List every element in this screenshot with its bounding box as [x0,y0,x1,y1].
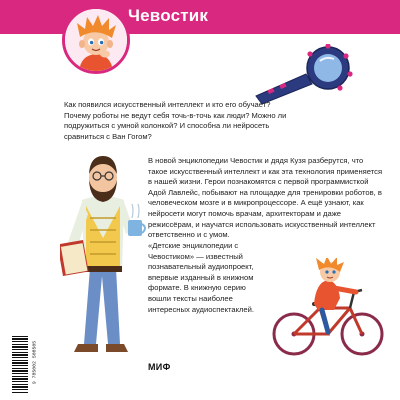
main-description: В новой энциклопедии Чевостик и дядя Кузя разберутся, что такое искусственный интеллект и как эта технология применяется в нашей жизни. Герои познакомятся с первой программисткой Адой Лавлейс, побывают на площадке для тренировки роботов, в человеческом мозге и в микропроцессоре. А ещё узнают, как нейросети могут помочь врачам, архитекторам и даже режиссёрам, и научатся использовать искусственный интеллект ответственно и с умом. [148,156,383,240]
barcode-bars [12,336,28,394]
uncle-kuzya-reading [60,148,146,354]
isbn-barcode [12,336,36,394]
barcode-digits: 9 785002 508505 [32,340,38,385]
intro-questions: Как появился искусственный интеллект и кто его обучает? Почему роботы не ведут себя точь-в-точь как люди? Можно ли подружиться с умной колонкой? И способна ли нейросеть сравниться с Ван Гогом? [64,100,287,141]
chevostik-head-icon [65,9,127,71]
barcode-digits-wrap [28,336,36,394]
magnifier-robot-icon [250,44,380,104]
chevostik-on-bike [270,258,388,358]
publisher-logo: МИФ [148,362,171,372]
series-info: «Детские энциклопедии с Чевостиком» — известный познавательный аудиопроект, впервые изданный в книжном формате. В книжную серию вошли тексты наиболее интересных аудиоспектаклей. [148,241,255,314]
avatar-chevostik [62,6,130,74]
series-title: Чевостик [128,6,209,25]
